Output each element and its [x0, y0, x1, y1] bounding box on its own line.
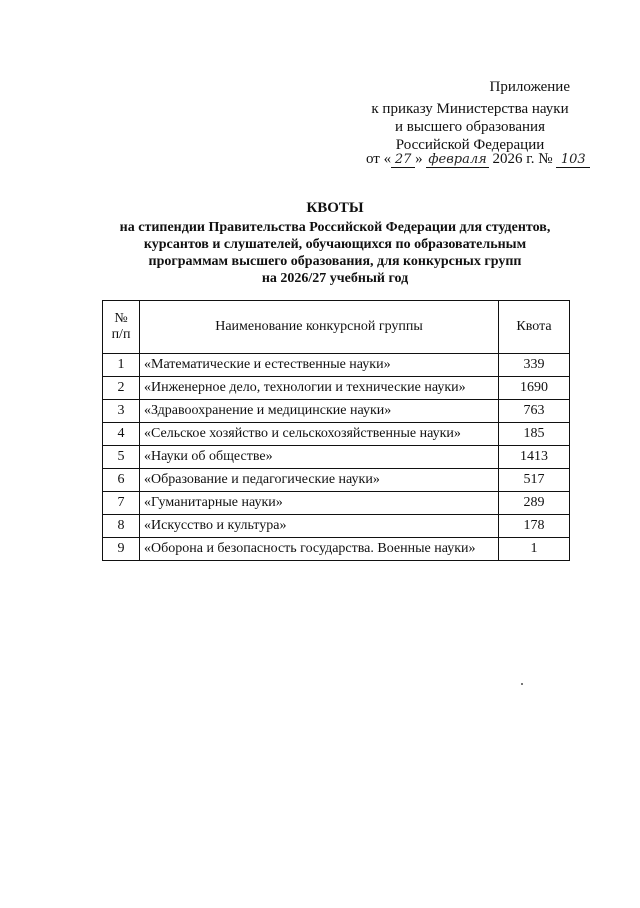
handwritten-month: февраля	[428, 152, 487, 167]
header-quota: Квота	[499, 301, 570, 354]
row-group-name: «Сельское хозяйство и сельскохозяйственные науки»	[140, 423, 499, 446]
row-quota: 289	[499, 492, 570, 515]
header-number-abbr: п/п	[111, 327, 131, 342]
table-row	[103, 538, 570, 561]
header-group-name: Наименование конкурсной группы	[140, 301, 499, 354]
row-group-name: «Искусство и культура»	[140, 515, 499, 538]
table-body	[103, 354, 570, 561]
row-group-name: «Науки об обществе»	[140, 446, 499, 469]
date-close: »	[415, 151, 423, 167]
date-year: 2026 г. №	[492, 151, 553, 167]
row-number: 3	[103, 400, 140, 423]
table-header-row	[103, 301, 570, 354]
row-number: 9	[103, 538, 140, 561]
heading-line: программам высшего образования, для конкурсных групп	[148, 254, 522, 269]
heading-line: курсантов и слушателей, обучающихся по образовательным	[143, 237, 527, 252]
row-quota: 517	[499, 469, 570, 492]
row-number: 2	[103, 377, 140, 400]
appendix-line: Российской Федерации	[395, 137, 545, 153]
table-row	[103, 469, 570, 492]
row-number: 7	[103, 492, 140, 515]
handwritten-day: 27	[391, 153, 415, 168]
heading-line: на стипендии Правительства Российской Федерации для студентов,	[119, 220, 551, 235]
table-row	[103, 515, 570, 538]
row-number: 6	[103, 469, 140, 492]
row-group-name: «Гуманитарные науки»	[140, 492, 499, 515]
heading-line: на 2026/27 учебный год	[261, 271, 409, 286]
heading-title: КВОТЫ	[306, 200, 364, 216]
table-row	[103, 354, 570, 377]
quota-table	[102, 300, 570, 561]
appendix-line: и высшего образования	[395, 119, 545, 135]
table-row	[103, 400, 570, 423]
row-quota: 178	[499, 515, 570, 538]
row-number: 8	[103, 515, 140, 538]
table-row	[103, 492, 570, 515]
row-quota: 1690	[499, 377, 570, 400]
header-number-sign: №	[114, 311, 128, 326]
row-group-name: «Инженерное дело, технологии и технические науки»	[140, 377, 499, 400]
appendix-title: Приложение	[489, 79, 570, 95]
table-row	[103, 423, 570, 446]
row-number: 1	[103, 354, 140, 377]
document-heading	[100, 200, 570, 287]
row-quota: 763	[499, 400, 570, 423]
row-quota: 185	[499, 423, 570, 446]
order-date-line	[366, 150, 590, 168]
row-number: 4	[103, 423, 140, 446]
row-quota: 1413	[499, 446, 570, 469]
row-group-name: «Оборона и безопасность государства. Военные науки»	[140, 538, 499, 561]
table-row	[103, 377, 570, 400]
scan-speck	[521, 683, 523, 685]
appendix-block	[370, 78, 570, 154]
row-group-name: «Математические и естественные науки»	[140, 354, 499, 377]
appendix-line: к приказу Министерства науки	[371, 101, 569, 117]
row-quota: 339	[499, 354, 570, 377]
table-row	[103, 446, 570, 469]
row-group-name: «Образование и педагогические науки»	[140, 469, 499, 492]
row-quota: 1	[499, 538, 570, 561]
row-group-name: «Здравоохранение и медицинские науки»	[140, 400, 499, 423]
handwritten-order-number: 103	[556, 153, 590, 168]
row-number: 5	[103, 446, 140, 469]
date-prefix: от «	[366, 151, 392, 167]
header-number	[103, 301, 140, 354]
